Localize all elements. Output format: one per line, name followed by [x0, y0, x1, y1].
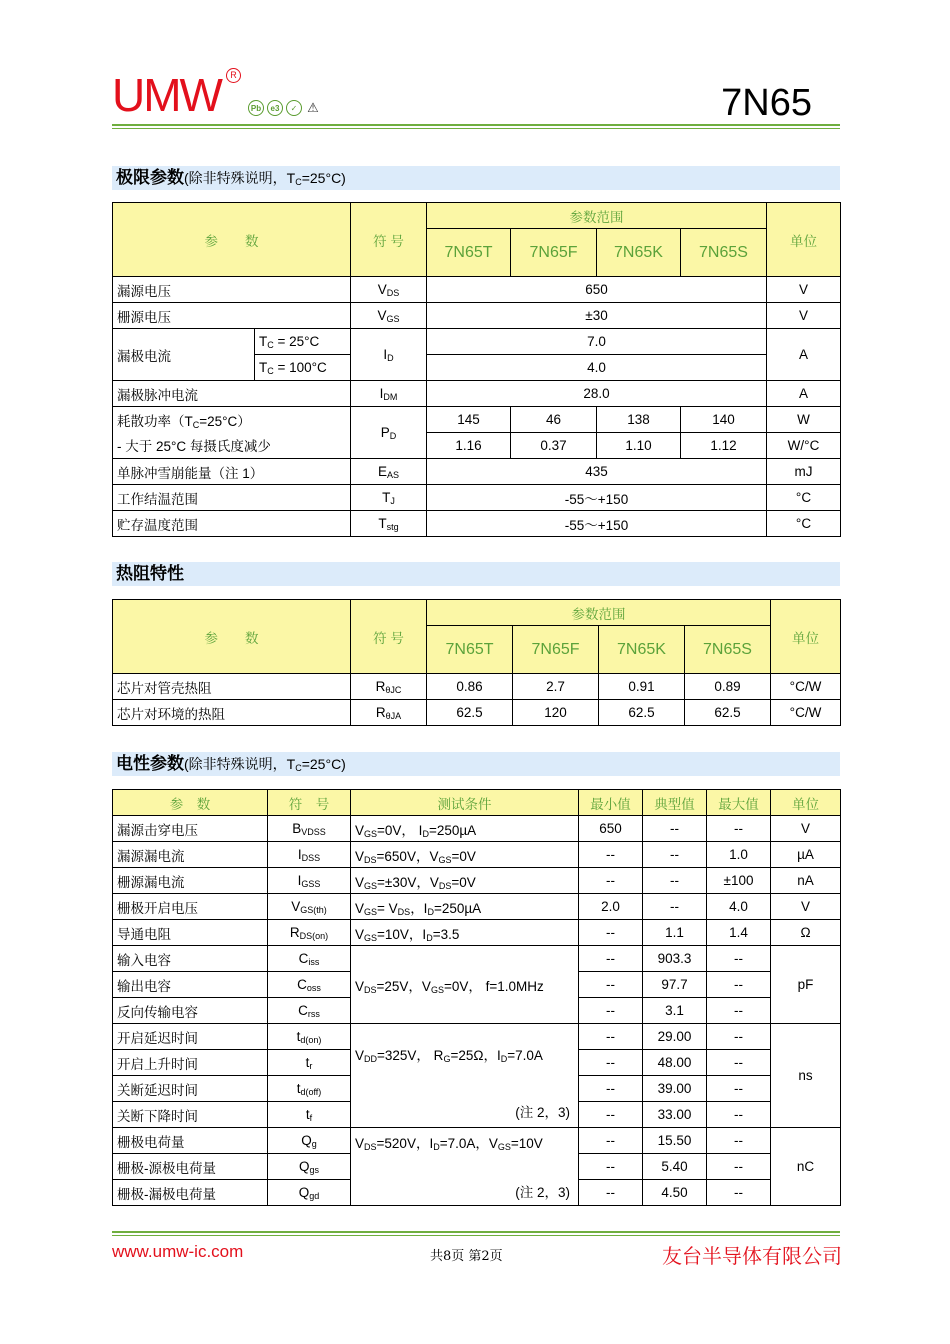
footer-rule [112, 1231, 840, 1233]
test-condition: $V_{DS}=520V$，$I_D=7.0A$，$V_{GS}=10V$ (注 2，3) [351, 1128, 579, 1206]
section-title-electrical: 电性参数(除非特殊说明，$T_C=25^\circ C$) [112, 752, 840, 776]
company-name: 友台半导体有限公司 [662, 1244, 842, 1268]
table-row: $T_C = 100^\circ C$ 4.0 [113, 355, 841, 381]
esd-warning-icon: ⚠ [307, 100, 319, 115]
table-row: 漏极电流 $T_C = 25^\circ C$ $I_D$ 7.0 A [113, 329, 841, 355]
table-row: 漏源漏电流 $I_{DSS}$ $V_{DS}=650V$，$V_{GS}=0V$ -- -- 1.0 µA [113, 842, 841, 868]
header-param: 参 数 [113, 203, 351, 277]
test-condition: $V_{DS}=25V$，$V_{GS}=0V$， f=1.0MHz [351, 946, 579, 1024]
absolute-max-table [112, 202, 841, 537]
test-condition: $V_{GS}= V_{DS}$，$I_D=250\mu A$ [351, 894, 579, 920]
model-7n65s: 7N65S [681, 229, 767, 277]
lead-free-icon: Pb [248, 100, 264, 116]
table-row: 栅极-源极电荷量 $Q_{gs}$ -- 5.40 -- [113, 1154, 841, 1180]
model-7n65f: 7N65F [511, 229, 597, 277]
registered-mark: R [226, 68, 241, 83]
test-condition: $V_{DS}=650V$，$V_{GS}=0V$ [351, 842, 579, 868]
table-row: 单脉冲雪崩能量（注 1） $E_{AS}$ 435 mJ [113, 459, 841, 485]
page-number: 共8页 第2页 [430, 1249, 503, 1264]
header-symbol: 符 号 [351, 203, 427, 277]
model-7n65t: 7N65T [427, 229, 511, 277]
table-row: 开启上升时间 $t_r$ -- 48.00 -- [113, 1050, 841, 1076]
test-condition: $V_{DD}=325V$， $R_G=25\Omega$，$I_D=7.0A$ (注 2，3) [351, 1024, 579, 1128]
table-row: 输出电容 $C_{oss}$ -- 97.7 -- [113, 972, 841, 998]
section-title-absolute-max: 极限参数(除非特殊说明，$T_C=25^\circ C$) [112, 166, 840, 190]
header-range: 参数范围 [427, 203, 767, 229]
model-7n65k: 7N65K [597, 229, 681, 277]
table-row: 栅源漏电流 $I_{GSS}$ $V_{GS}=\pm 30V$，$V_{DS}=0V$ -- -- ±100 nA [113, 868, 841, 894]
table-row: 关断下降时间 $t_f$ -- 33.00 -- [113, 1102, 841, 1128]
table-header-row: 参 数 符 号 测试条件 最小值 典型值 最大值 单位 [113, 790, 841, 816]
table-row: 栅源电压 $V_{GS}$ ±30 V [113, 303, 841, 329]
table-row: 栅极-漏极电荷量 $Q_{gd}$ -- 4.50 -- [113, 1180, 841, 1206]
table-row: 开启延迟时间 $t_{d(on)}$ $V_{DD}=325V$， $R_G=25\Omega$，$I_D=7.0A$ (注 2，3) -- 29.00 -- ns [113, 1024, 841, 1050]
section-title-thermal: 热阻特性 [112, 562, 840, 586]
thermal-table: 参 数 符 号 参数范围 单位 7N65T 7N65F 7N65K 7N65S 芯片对管壳热阻 $R_{\theta JC}$ 0.86 2.7 0.91 0.89 °C/W 芯片对环境的热阻 $R_{\theta JA}$ 62.5 120 62.5 62.5 °C/W [112, 599, 841, 726]
table-row: - 大于 25°C 每摄氏度减少 1.16 0.37 1.10 1.12 W/°C [113, 433, 841, 459]
test-condition: $V_{GS}=0V$， $I_D=250\mu A$ [351, 816, 579, 842]
table-row: 工作结温范围 $T_J$ -55～+150 °C [113, 485, 841, 511]
table-row: 漏源电压 $V_{DS}$ 650 V [113, 277, 841, 303]
rohs-icon: ✓ [286, 100, 302, 116]
table-row: 漏极脉冲电流 $I_{DM}$ 28.0 A [113, 381, 841, 407]
test-condition: $V_{GS}=\pm 30V$，$V_{DS}=0V$ [351, 868, 579, 894]
test-condition: $V_{GS}=10V$，$I_D=3.5$ [351, 920, 579, 946]
table-row: 栅极电荷量 $Q_g$ $V_{DS}=520V$，$I_D=7.0A$，$V_{GS}=10V$ (注 2，3) -- 15.50 -- nC [113, 1128, 841, 1154]
part-number: 7N65 [721, 82, 812, 124]
electrical-table [112, 789, 841, 1206]
website-link[interactable]: www.umw-ic.com [112, 1242, 244, 1261]
brand-logo: UMW [112, 69, 221, 121]
e3-icon: e3 [267, 100, 283, 116]
footer-rule-thin [112, 1235, 840, 1236]
table-row: 输入电容 $C_{iss}$ $V_{DS}=25V$，$V_{GS}=0V$， f=1.0MHz -- 903.3 -- pF [113, 946, 841, 972]
table-row: 漏源击穿电压 $B_{VDSS}$ $V_{GS}=0V$， $I_D=250\mu A$ 650 -- -- V [113, 816, 841, 842]
table-row: 关断延迟时间 $t_{d(off)}$ -- 39.00 -- [113, 1076, 841, 1102]
table-row: 导通电阻 $R_{DS(on)}$ $V_{GS}=10V$，$I_D=3.5$ -- 1.1 1.4 Ω [113, 920, 841, 946]
compliance-badges [248, 100, 321, 116]
header-unit: 单位 [767, 203, 841, 277]
header-rule [112, 124, 840, 126]
table-row: 芯片对环境的热阻 $R_{\theta JA}$ 62.5 120 62.5 62.5 °C/W [113, 700, 841, 726]
table-row: 耗散功率$(T_C=25^\circ C)$ $P_D$ 145 46 138 140 W [113, 407, 841, 433]
table-row: 贮存温度范围 $T_{stg}$ -55～+150 °C [113, 511, 841, 537]
table-row: 芯片对管壳热阻 $R_{\theta JC}$ 0.86 2.7 0.91 0.89 °C/W [113, 674, 841, 700]
table-row: 栅极开启电压 $V_{GS(th)}$ $V_{GS}= V_{DS}$，$I_D=250\mu A$ 2.0 -- 4.0 V [113, 894, 841, 920]
table-row: 反向传输电容 $C_{rss}$ -- 3.1 -- [113, 998, 841, 1024]
header-rule-thin [112, 128, 840, 129]
